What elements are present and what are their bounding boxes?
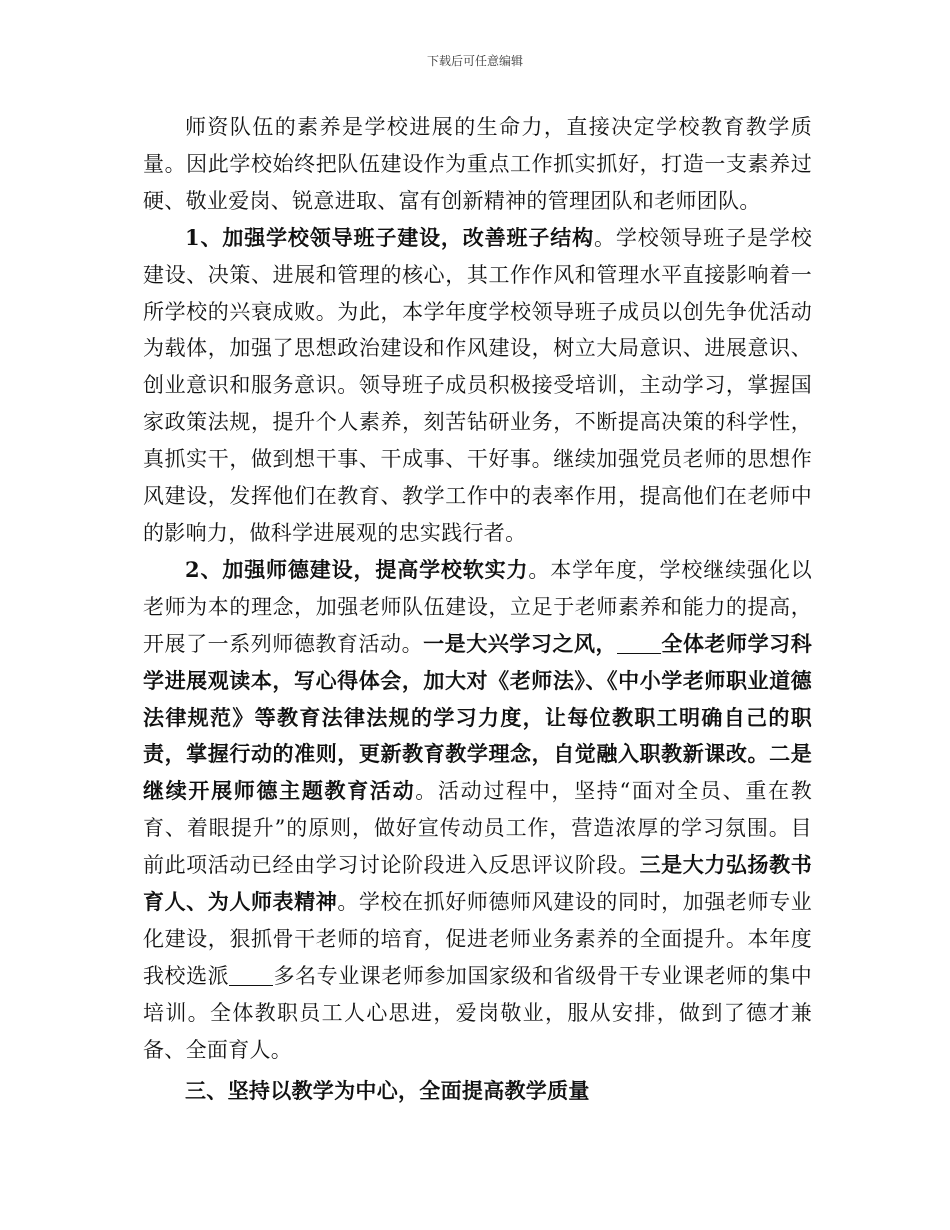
paragraph-ethics-bold1b: 全体老师学习科学进展观读本，写心得体会，加大对《老师法》、《中小学老师职业道德法律规范》等教育法律法规的学习力度，让每位教职工明确自己的职责，掌握行动的准则，更新教育教学理念，自觉融入职教新课改。二是继续开展师德主题教育活动 bbox=[143, 630, 812, 804]
paragraph-intro: 师资队伍的素养是学校进展的生命力，直接决定学校教育教学质量。因此学校始终把队伍建设作为重点工作抓实抓好，打造一支素养过硬、敬业爱岗、锐意进取、富有创新精神的管理团队和老师团队。 bbox=[143, 115, 812, 213]
paragraph-ethics-text2: 。活动过程中，坚持“面对全员、重在教育、着眼提升”的原则，做好宣传动员工作，营造浓厚的学习氛围。目前此项活动已经由学习讨论阶段进入反思评议阶段。 bbox=[143, 779, 812, 878]
paragraph-ethics bbox=[143, 552, 812, 1069]
paragraph-ethics-text3b: 多名专业课老师参加国家级和省级骨干专业课老师的集中培训。全体教职员工人心思进，爱岗敬业，服从安排，做到了德才兼备、全面育人。 bbox=[143, 963, 813, 1062]
paragraph-ethics-lead: 2、加强师德建设，提高学校软实力 bbox=[185, 556, 529, 582]
paragraph-ethics-bold1a: 一是大兴学习之风， bbox=[423, 630, 618, 656]
section-heading: 三、坚持以教学为中心，全面提高教学质量 bbox=[185, 1077, 590, 1103]
paragraph-leadership-text: 。学校领导班子是学校建设、决策、进展和管理的核心，其工作作风和管理水平直接影响着一所学校的兴衰成败。为此，本学年度学校领导班子成员以创先争优活动为载体，加强了思想政治建设和作风建设，树立大局意识、进展意识、创业意识和服务意识。领导班子成员积极接受培训，主动学习，掌握国家政策法规，提升个人素养，刻苦钻研业务，不断提高决策的科学性，真抓实干，做到想干事、干成事、干好事。继续加强党员老师的思想作风建设，发挥他们在教育、教学工作中的表率作用，提高他们在老师中的影响力，做科学进展观的忠实践行者。 bbox=[143, 225, 813, 545]
paragraph-leadership bbox=[143, 220, 812, 552]
paragraph-ethics-text3a: 。学校在抓好师德师风建设的同时，加强老师专业化建设，狠抓骨干老师的培育，促进老师业务素养的全面提升。本年度我校选派 bbox=[143, 890, 812, 988]
document-body bbox=[143, 109, 812, 1109]
paragraph-ethics-bold2: 三是大力弘扬教书育人、为人师表精神 bbox=[143, 852, 812, 915]
fill-in-blank bbox=[617, 632, 661, 654]
paragraph-leadership-lead: 1、加强学校领导班子建设，改善班子结构 bbox=[185, 224, 594, 250]
page-header: 下载后可任意编辑 bbox=[426, 54, 523, 68]
fill-in-blank bbox=[229, 964, 273, 986]
paragraph-ethics-text1: 。本学年度，学校继续强化以老师为本的理念，加强老师队伍建设，立足于老师素养和能力的提高，开展了一系列师德教育活动。 bbox=[143, 557, 812, 656]
